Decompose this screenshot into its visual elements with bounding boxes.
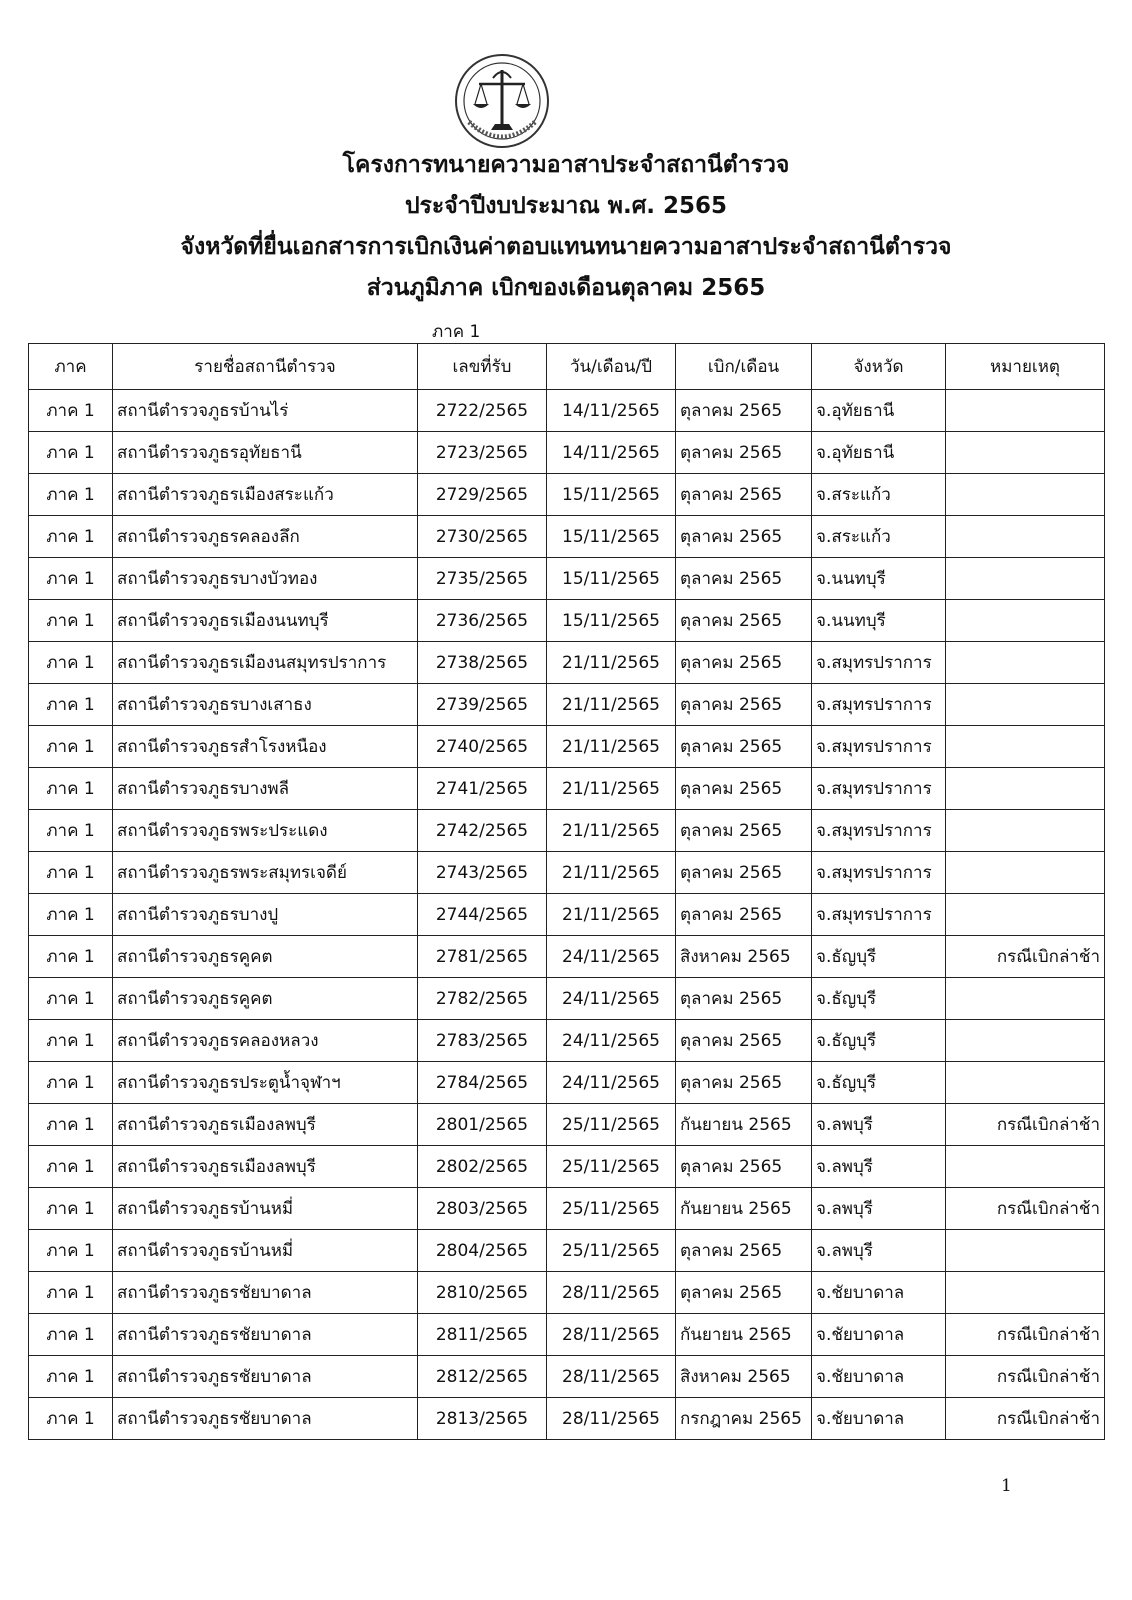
table-row — [29, 558, 1105, 600]
cell-station: สถานีตำรวจภูธรชัยบาดาล — [113, 1314, 418, 1356]
cell-province: จ.ลพบุรี — [812, 1146, 946, 1188]
cell-receipt-no: 2742/2565 — [418, 810, 547, 852]
cell-receipt-no: 2723/2565 — [418, 432, 547, 474]
cell-remarks — [946, 1020, 1105, 1062]
cell-claim-month: กันยายน 2565 — [676, 1188, 812, 1230]
cell-date: 21/11/2565 — [547, 642, 676, 684]
table-row — [29, 894, 1105, 936]
cell-station: สถานีตำรวจภูธรบ้านหมี่ — [113, 1188, 418, 1230]
cell-claim-month: ตุลาคม 2565 — [676, 474, 812, 516]
document-title-block — [0, 145, 1132, 309]
cell-claim-month: ตุลาคม 2565 — [676, 1230, 812, 1272]
cell-date: 28/11/2565 — [547, 1314, 676, 1356]
cell-date: 21/11/2565 — [547, 768, 676, 810]
cell-region: ภาค 1 — [29, 432, 113, 474]
cell-receipt-no: 2804/2565 — [418, 1230, 547, 1272]
cell-remarks — [946, 516, 1105, 558]
table-row — [29, 978, 1105, 1020]
cell-receipt-no: 2783/2565 — [418, 1020, 547, 1062]
cell-region: ภาค 1 — [29, 1062, 113, 1104]
cell-receipt-no: 2722/2565 — [418, 390, 547, 432]
cell-station: สถานีตำรวจภูธรคูคต — [113, 978, 418, 1020]
title-line-2: ประจำปีงบประมาณ พ.ศ. 2565 — [404, 193, 728, 219]
cell-receipt-no: 2738/2565 — [418, 642, 547, 684]
cell-date: 15/11/2565 — [547, 600, 676, 642]
cell-station: สถานีตำรวจภูธรบ้านไร่ — [113, 390, 418, 432]
cell-receipt-no: 2743/2565 — [418, 852, 547, 894]
cell-station: สถานีตำรวจภูธรบางเสาธง — [113, 684, 418, 726]
cell-region: ภาค 1 — [29, 1020, 113, 1062]
cell-receipt-no: 2744/2565 — [418, 894, 547, 936]
table-row — [29, 516, 1105, 558]
table-row — [29, 1314, 1105, 1356]
table-row — [29, 1398, 1105, 1440]
table-row — [29, 1020, 1105, 1062]
cell-province: จ.ลพบุรี — [812, 1104, 946, 1146]
cell-receipt-no: 2801/2565 — [418, 1104, 547, 1146]
cell-date: 21/11/2565 — [547, 684, 676, 726]
cell-claim-month: ตุลาคม 2565 — [676, 516, 812, 558]
cell-date: 28/11/2565 — [547, 1398, 676, 1440]
cell-province: จ.สมุทรปราการ — [812, 726, 946, 768]
cell-receipt-no: 2739/2565 — [418, 684, 547, 726]
cell-region: ภาค 1 — [29, 516, 113, 558]
cell-receipt-no: 2730/2565 — [418, 516, 547, 558]
cell-remarks — [946, 390, 1105, 432]
cell-province: จ.ชัยบาดาล — [812, 1272, 946, 1314]
cell-province: จ.สมุทรปราการ — [812, 852, 946, 894]
header-receipt-no: เลขที่รับ — [418, 344, 547, 390]
table-row — [29, 726, 1105, 768]
cell-province: จ.สมุทรปราการ — [812, 642, 946, 684]
cell-receipt-no: 2812/2565 — [418, 1356, 547, 1398]
cell-region: ภาค 1 — [29, 1104, 113, 1146]
header-province: จังหวัด — [812, 344, 946, 390]
cell-province: จ.นนทบุรี — [812, 600, 946, 642]
cell-receipt-no: 2813/2565 — [418, 1398, 547, 1440]
table-header-row — [29, 344, 1105, 390]
cell-province: จ.ธัญบุรี — [812, 978, 946, 1020]
cell-station: สถานีตำรวจภูธรคลองหลวง — [113, 1020, 418, 1062]
cell-station: สถานีตำรวจภูธรอุทัยธานี — [113, 432, 418, 474]
cell-province: จ.ชัยบาดาล — [812, 1398, 946, 1440]
table-row — [29, 390, 1105, 432]
table-row — [29, 1272, 1105, 1314]
scales-of-justice-seal-icon — [453, 52, 551, 150]
cell-station: สถานีตำรวจภูธรคลองลึก — [113, 516, 418, 558]
cell-remarks — [946, 600, 1105, 642]
table-row — [29, 1356, 1105, 1398]
table-row — [29, 684, 1105, 726]
cell-station: สถานีตำรวจภูธรเมืองนนทบุรี — [113, 600, 418, 642]
cell-date: 21/11/2565 — [547, 726, 676, 768]
cell-claim-month: สิงหาคม 2565 — [676, 936, 812, 978]
cell-province: จ.สมุทรปราการ — [812, 894, 946, 936]
cell-receipt-no: 2741/2565 — [418, 768, 547, 810]
cell-province: จ.สมุทรปราการ — [812, 768, 946, 810]
header-region: ภาค — [29, 344, 113, 390]
cell-claim-month: ตุลาคม 2565 — [676, 894, 812, 936]
cell-remarks — [946, 684, 1105, 726]
cell-remarks — [946, 810, 1105, 852]
cell-date: 24/11/2565 — [547, 936, 676, 978]
cell-station: สถานีตำรวจภูธรบ้านหมี่ — [113, 1230, 418, 1272]
header-date: วัน/เดือน/ปี — [547, 344, 676, 390]
cell-date: 21/11/2565 — [547, 894, 676, 936]
cell-claim-month: ตุลาคม 2565 — [676, 558, 812, 600]
cell-claim-month: ตุลาคม 2565 — [676, 810, 812, 852]
cell-date: 21/11/2565 — [547, 852, 676, 894]
header-station: รายชื่อสถานีตำรวจ — [113, 344, 418, 390]
cell-date: 25/11/2565 — [547, 1230, 676, 1272]
table-row — [29, 852, 1105, 894]
cell-station: สถานีตำรวจภูธรชัยบาดาล — [113, 1356, 418, 1398]
cell-station: สถานีตำรวจภูธรสำโรงหนือง — [113, 726, 418, 768]
cell-claim-month: ตุลาคม 2565 — [676, 1062, 812, 1104]
cell-receipt-no: 2803/2565 — [418, 1188, 547, 1230]
cell-station: สถานีตำรวจภูธรเมืองนสมุทรปราการ — [113, 642, 418, 684]
cell-receipt-no: 2740/2565 — [418, 726, 547, 768]
cell-claim-month: กันยายน 2565 — [676, 1314, 812, 1356]
cell-station: สถานีตำรวจภูธรเมืองลพบุรี — [113, 1104, 418, 1146]
cell-region: ภาค 1 — [29, 1272, 113, 1314]
cell-station: สถานีตำรวจภูธรพระสมุทรเจดีย์ — [113, 852, 418, 894]
cell-remarks: กรณีเบิกล่าช้า — [946, 1398, 1105, 1440]
cell-station: สถานีตำรวจภูธรบางปู — [113, 894, 418, 936]
cell-province: จ.ธัญบุรี — [812, 1062, 946, 1104]
table-row — [29, 1146, 1105, 1188]
table-row — [29, 768, 1105, 810]
cell-date: 15/11/2565 — [547, 558, 676, 600]
cell-region: ภาค 1 — [29, 474, 113, 516]
table-row — [29, 1230, 1105, 1272]
cell-claim-month: กรกฎาคม 2565 — [676, 1398, 812, 1440]
cell-remarks — [946, 768, 1105, 810]
cell-claim-month: ตุลาคม 2565 — [676, 726, 812, 768]
cell-province: จ.ลพบุรี — [812, 1188, 946, 1230]
cell-province: จ.สระแก้ว — [812, 516, 946, 558]
cell-region: ภาค 1 — [29, 390, 113, 432]
cell-date: 25/11/2565 — [547, 1104, 676, 1146]
cell-region: ภาค 1 — [29, 642, 113, 684]
cell-remarks — [946, 726, 1105, 768]
cell-remarks — [946, 1146, 1105, 1188]
cell-region: ภาค 1 — [29, 978, 113, 1020]
title-line-3: จังหวัดที่ยื่นเอกสารการเบิกเงินค่าตอบแทนทนายความอาสาประจำสถานีตำรวจ — [180, 234, 952, 260]
cell-claim-month: ตุลาคม 2565 — [676, 1020, 812, 1062]
cell-claim-month: ตุลาคม 2565 — [676, 978, 812, 1020]
cell-region: ภาค 1 — [29, 810, 113, 852]
table-row — [29, 432, 1105, 474]
cell-region: ภาค 1 — [29, 684, 113, 726]
cell-province: จ.สมุทรปราการ — [812, 810, 946, 852]
cell-claim-month: ตุลาคม 2565 — [676, 684, 812, 726]
cell-claim-month: ตุลาคม 2565 — [676, 390, 812, 432]
cell-station: สถานีตำรวจภูธรเมืองสระแก้ว — [113, 474, 418, 516]
page-number: 1 — [1001, 1476, 1012, 1496]
table-row — [29, 600, 1105, 642]
cell-remarks: กรณีเบิกล่าช้า — [946, 1104, 1105, 1146]
cell-claim-month: ตุลาคม 2565 — [676, 600, 812, 642]
cell-province: จ.นนทบุรี — [812, 558, 946, 600]
cell-remarks — [946, 558, 1105, 600]
table-row — [29, 1188, 1105, 1230]
cell-date: 14/11/2565 — [547, 432, 676, 474]
cell-region: ภาค 1 — [29, 1398, 113, 1440]
cell-station: สถานีตำรวจภูธรคูคต — [113, 936, 418, 978]
cell-remarks — [946, 642, 1105, 684]
cell-remarks — [946, 1230, 1105, 1272]
cell-remarks — [946, 474, 1105, 516]
cell-claim-month: ตุลาคม 2565 — [676, 852, 812, 894]
cell-receipt-no: 2811/2565 — [418, 1314, 547, 1356]
table-row — [29, 936, 1105, 978]
cell-date: 24/11/2565 — [547, 978, 676, 1020]
cell-remarks: กรณีเบิกล่าช้า — [946, 1356, 1105, 1398]
cell-region: ภาค 1 — [29, 1314, 113, 1356]
cell-region: ภาค 1 — [29, 1230, 113, 1272]
cell-receipt-no: 2802/2565 — [418, 1146, 547, 1188]
cell-receipt-no: 2781/2565 — [418, 936, 547, 978]
cell-remarks: กรณีเบิกล่าช้า — [946, 1188, 1105, 1230]
cell-province: จ.ชัยบาดาล — [812, 1314, 946, 1356]
cell-province: จ.ชัยบาดาล — [812, 1356, 946, 1398]
cell-province: จ.ธัญบุรี — [812, 1020, 946, 1062]
cell-station: สถานีตำรวจภูธรชัยบาดาล — [113, 1272, 418, 1314]
cell-remarks — [946, 894, 1105, 936]
cell-province: จ.อุทัยธานี — [812, 390, 946, 432]
table-row — [29, 810, 1105, 852]
cell-date: 25/11/2565 — [547, 1146, 676, 1188]
cell-region: ภาค 1 — [29, 600, 113, 642]
cell-date: 15/11/2565 — [547, 474, 676, 516]
cell-region: ภาค 1 — [29, 558, 113, 600]
cell-remarks: กรณีเบิกล่าช้า — [946, 1314, 1105, 1356]
cell-receipt-no: 2784/2565 — [418, 1062, 547, 1104]
cell-region: ภาค 1 — [29, 1356, 113, 1398]
cell-date: 14/11/2565 — [547, 390, 676, 432]
cell-remarks: กรณีเบิกล่าช้า — [946, 936, 1105, 978]
cell-province: จ.สมุทรปราการ — [812, 684, 946, 726]
cell-region: ภาค 1 — [29, 726, 113, 768]
title-line-4: ส่วนภูมิภาค เบิกของเดือนตุลาคม 2565 — [366, 275, 766, 301]
table-row — [29, 642, 1105, 684]
cell-receipt-no: 2736/2565 — [418, 600, 547, 642]
cell-date: 25/11/2565 — [547, 1188, 676, 1230]
cell-station: สถานีตำรวจภูธรชัยบาดาล — [113, 1398, 418, 1440]
cell-receipt-no: 2735/2565 — [418, 558, 547, 600]
cell-region: ภาค 1 — [29, 936, 113, 978]
cell-province: จ.ธัญบุรี — [812, 936, 946, 978]
cell-station: สถานีตำรวจภูธรประตูน้ำจุฬาฯ — [113, 1062, 418, 1104]
title-line-1: โครงการทนายความอาสาประจำสถานีตำรวจ — [342, 152, 790, 178]
cell-region: ภาค 1 — [29, 1146, 113, 1188]
cell-remarks — [946, 432, 1105, 474]
cell-claim-month: ตุลาคม 2565 — [676, 642, 812, 684]
cell-date: 24/11/2565 — [547, 1020, 676, 1062]
cell-station: สถานีตำรวจภูธรเมืองลพบุรี — [113, 1146, 418, 1188]
cell-station: สถานีตำรวจภูธรบางพลี — [113, 768, 418, 810]
table-row — [29, 1104, 1105, 1146]
cell-receipt-no: 2810/2565 — [418, 1272, 547, 1314]
cell-claim-month: ตุลาคม 2565 — [676, 432, 812, 474]
cell-province: จ.สระแก้ว — [812, 474, 946, 516]
header-claim-month: เบิก/เดือน — [676, 344, 812, 390]
cell-region: ภาค 1 — [29, 894, 113, 936]
cell-receipt-no: 2782/2565 — [418, 978, 547, 1020]
cell-province: จ.ลพบุรี — [812, 1230, 946, 1272]
cell-remarks — [946, 1272, 1105, 1314]
cell-claim-month: ตุลาคม 2565 — [676, 768, 812, 810]
header-remarks: หมายเหตุ — [946, 344, 1105, 390]
cell-date: 24/11/2565 — [547, 1062, 676, 1104]
table-row — [29, 1062, 1105, 1104]
cell-claim-month: กันยายน 2565 — [676, 1104, 812, 1146]
cell-province: จ.อุทัยธานี — [812, 432, 946, 474]
cell-receipt-no: 2729/2565 — [418, 474, 547, 516]
cell-claim-month: ตุลาคม 2565 — [676, 1272, 812, 1314]
cell-date: 28/11/2565 — [547, 1356, 676, 1398]
cell-date: 15/11/2565 — [547, 516, 676, 558]
cell-claim-month: สิงหาคม 2565 — [676, 1356, 812, 1398]
cell-region: ภาค 1 — [29, 852, 113, 894]
cell-region: ภาค 1 — [29, 768, 113, 810]
cell-remarks — [946, 1062, 1105, 1104]
police-station-table — [28, 343, 1105, 1440]
cell-date: 21/11/2565 — [547, 810, 676, 852]
cell-claim-month: ตุลาคม 2565 — [676, 1146, 812, 1188]
cell-station: สถานีตำรวจภูธรพระประแดง — [113, 810, 418, 852]
cell-remarks — [946, 978, 1105, 1020]
table-row — [29, 474, 1105, 516]
region-label: ภาค 1 — [432, 322, 481, 342]
cell-region: ภาค 1 — [29, 1188, 113, 1230]
cell-remarks — [946, 852, 1105, 894]
cell-station: สถานีตำรวจภูธรบางบัวทอง — [113, 558, 418, 600]
cell-date: 28/11/2565 — [547, 1272, 676, 1314]
